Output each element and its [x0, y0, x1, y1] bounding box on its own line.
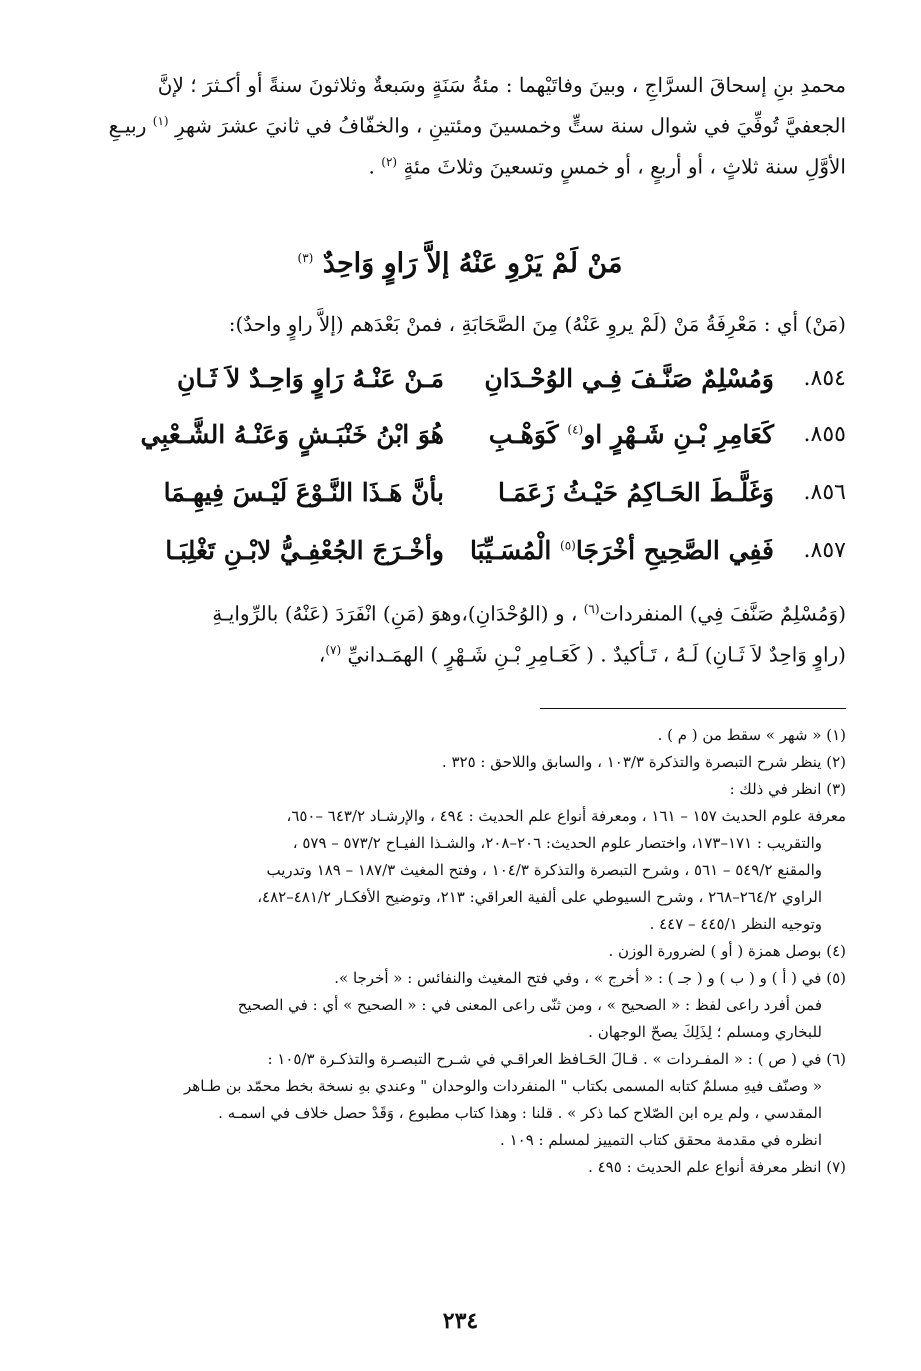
prose-top [74, 72, 846, 189]
verse-number: ٨٥٧. [803, 537, 846, 563]
footnote-line: وتوجيه النظر ٤٤٥/١ – ٤٤٧ . [649, 915, 822, 933]
footnote-ref: (٢) [381, 154, 398, 169]
footnote-line: فمن أفرد راعى لفظ : « الصحيح » ، ومن ثنّى راعى المعنى في : « الصحيح » أي : في الصحيح [237, 996, 822, 1014]
prose-line: الأوَّلِ سنة ثلاثٍ ، أو أربعٍ ، أو خمسٍ وتسعينَ وثلاثَ مئةٍ $^{(٢)}$ . [368, 154, 846, 179]
footnote-line: والمقنع ٥٤٩/٢ – ٥٦١ ، وشرح التبصرة والتذكرة ١٠٤/٣ ، وفتح المغيث ١٨٧/٣ – ١٨٩ وتدريب [266, 861, 822, 879]
section-heading: مَنْ لَمْ يَرْوِ عَنْهُ إلاَّ رَاوٍ وَاحِدٌ $^{(٣)}$ [297, 248, 623, 279]
prose-commentary [74, 596, 846, 677]
prose-line: محمدِ بنِ إسحاقَ السرَّاجِ ، وبينَ وفاتَيْهما : مئةُ سَنَةٍ وسَبعةٌ وثلاثونَ سنةً أو أكـثرَ ؛ لإنَّ [157, 73, 846, 97]
verse-first-hemistich: وَمُسْلِمٌ صَنَّـفَ فِـي الوُحْـدَانِ [484, 363, 774, 393]
footnote-ref: (١) [152, 114, 169, 128]
verse-second-hemistich: بأنَّ هَـذَا النَّـوْعَ لَيْـسَ فِيهِـمَا [163, 477, 444, 507]
verse-second-hemistich: هُوَ ابْنُ خَنْبَـشٍ وَعَنْـهُ الشَّـعْبِي [140, 419, 444, 449]
page-number: ٢٣٤ [442, 1308, 479, 1334]
footnote-line: (٤) بوصل همزة ( أو ) لضرورة الوزن . [608, 942, 846, 960]
prose-line: (وَمُسْلِمٌ صَنَّفَ فِي) المنفردات$^{(٦)}$ ، و (الوُحْدَانِ)،وهوَ (مَنِ) انْفَرَدَ (عَنْهُ) بالرِّوايـةِ [212, 601, 846, 626]
prose-line: الجعفيَّ تُوفِّيَ في شوال سنة ستٍّ وخمسينَ ومئتينِ ، والخفّافُ في ثانيَ عشرَ شهرِ $^{(١)}$ ربيـعِ [108, 113, 846, 138]
verse-number: ٨٥٦. [803, 479, 846, 505]
footnote-line: والتقريب : ١٧١–١٧٣، واختصار علوم الحديث: ٢٠٦–٢٠٨، والشـذا الفيـاح ٥٧٣/٢ – ٥٧٩ ، [292, 834, 822, 852]
footnote-line: انظره في مقدمة محقق كتاب التمييز لمسلم : ١٠٩ . [500, 1131, 822, 1149]
footnote-ref: (٤) [567, 422, 584, 437]
footnote-line: المقدسي ، ولم يره ابن الصّلاح كما ذكر » . قلنا : وهذا كتاب مطبوع ، وَقَدْ حصل خلاف في اسمـه . [218, 1104, 822, 1122]
verse-number: ٨٥٥. [803, 421, 846, 447]
footnote-ref: (٧) [325, 642, 342, 657]
verse-first-hemistich: وَغَلَّـطَ الحَـاكِمُ حَيْـثُ زَعَمَـا [497, 477, 774, 507]
verse-line [70, 414, 846, 454]
section-intro: (مَنْ) أي : مَعْرِفَةُ مَنْ (لَمْ يروِ عَنْهُ) مِنَ الصَّحَابَةِ ، فمنْ بَعْدَهم (إلاَّ راوٍ واحدٌ): [228, 312, 846, 336]
footnote-line: للبخاري ومسلم ؛ لِذَلِكَ يصحّ الوجهان . [588, 1023, 822, 1041]
footnote-line: (٣) انظر في ذلك : [729, 780, 846, 798]
verse-second-hemistich: مَـنْ عَنْـهُ رَاوٍ وَاحِـدٌ لاَ ثَـانِ [177, 363, 444, 393]
verse-first-hemistich: كَعَامِرِ بْـنِ شَـهْرٍ او$^{(٤)}$ كَوَهْـبِ [488, 419, 774, 449]
footnote-separator [540, 708, 846, 709]
verse-line [70, 530, 846, 570]
footnote-ref: (٥) [560, 538, 576, 553]
footnote-ref: (٣) [297, 251, 314, 265]
verse-number: ٨٥٤. [803, 365, 846, 391]
footnotes [60, 722, 846, 1181]
footnote-line: « وصنّف فيهِ مسلمٌ كتابه المسمى بكتاب " المنفردات والوحدان " وعندي بهِ نسخة بخط محمّد بن طـاهر [184, 1077, 822, 1095]
prose-line: (راوٍ وَاحِدٌ لاَ ثَـانِ) لَـهُ ، تَـأكيدٌ . ( كَعَـامِرِ بْـنِ شَـهْرٍ ) الهمَـدانيِّ $^{(٧)}$، [318, 642, 846, 667]
footnote-ref: (٦) [583, 602, 600, 616]
footnote-line: معرفة علوم الحديث ١٥٧ – ١٦١ ، ومعرفة أنواع علم الحديث : ٤٩٤ ، والإرشـاد ٦٤٣/٢ –٦٥٠، [286, 807, 846, 825]
verse-first-hemistich: فَفِي الصَّحِيحِ أخْرَجَا$^{(٥)}$ الْمُسَـيِّبَا [469, 535, 774, 565]
footnote-line: (٥) في ( أ ) و ( ب ) و ( جـ ) : « أخرج » ، وفي فتح المغيث والنفائس : « أخرجا ». [334, 969, 846, 987]
footnote-line: الراوي ٢٦٤/٢–٢٦٨ ، وشرح السيوطي على ألفية العراقي: ٢١٣، وتوضيح الأفكـار ٤٨١/٢–٤٨٢، [257, 888, 822, 906]
footnote-line: (١) « شهر » سقط من ( م ) . [657, 726, 846, 744]
footnote-line: (٦) في ( ص ) : « المفـردات » . قـالَ الحَـافظ العراقـي في شـرح التبصـرة والتذكـرة ١٠٥/٣ : [267, 1050, 846, 1068]
verse-line [70, 358, 846, 398]
verse-line [70, 472, 846, 512]
footnote-line: (٧) انظر معرفة أنواع علم الحديث : ٤٩٥ . [588, 1158, 846, 1176]
footnote-line: (٢) ينظر شرح التبصرة والتذكرة ١٠٣/٣ ، والسابق واللاحق : ٣٢٥ . [441, 753, 846, 771]
verse-second-hemistich: وأخْـرَجَ الجُعْفِـيُّ لابْـنِ تَغْلِبَـا [165, 535, 444, 565]
